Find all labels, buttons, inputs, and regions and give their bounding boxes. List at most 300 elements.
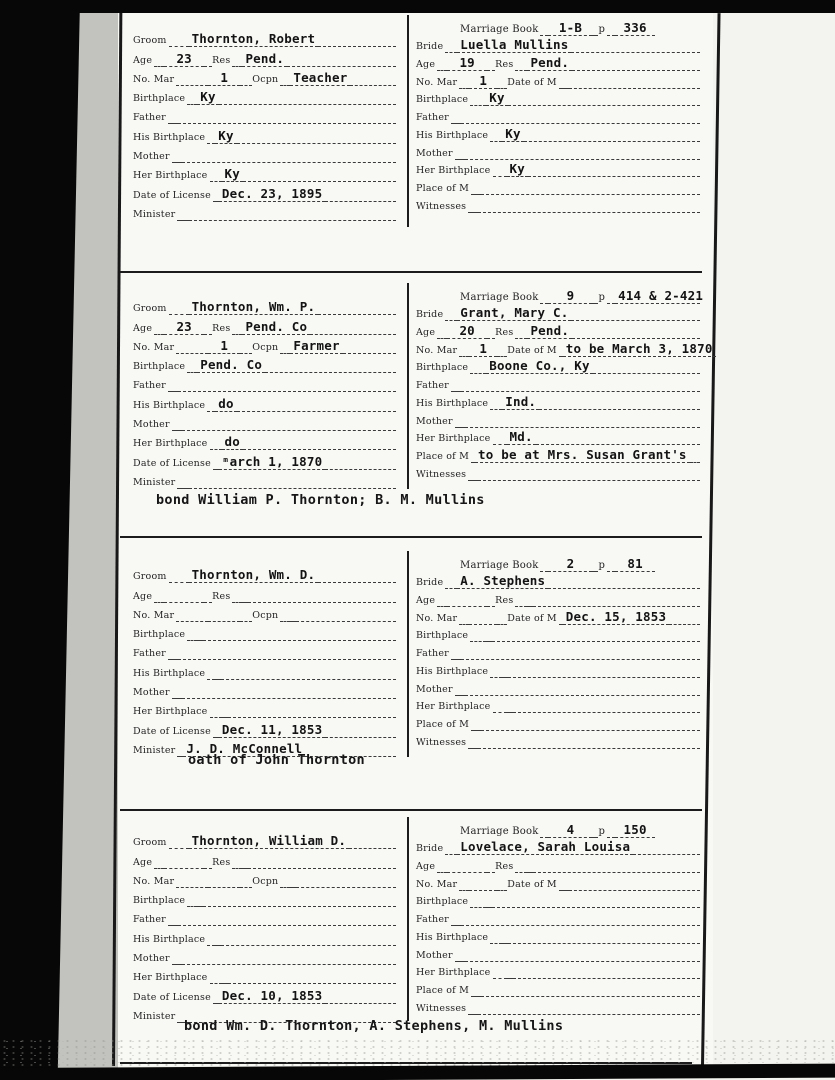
field-row-age bbox=[416, 855, 700, 873]
dotted-leader bbox=[540, 833, 548, 838]
field-label-date_of_m: Date of M bbox=[507, 612, 557, 624]
field-row-no_mar bbox=[133, 869, 396, 888]
field-row-date_of_license bbox=[133, 718, 396, 737]
field-label-father: Father bbox=[133, 914, 166, 926]
field-label-date_of_m: Date of M bbox=[507, 878, 557, 890]
field-row-place_of_m bbox=[416, 713, 700, 731]
dotted-leader bbox=[607, 31, 615, 36]
field-row-mother bbox=[416, 410, 700, 428]
field-row-mother bbox=[133, 680, 396, 699]
dotted-leader bbox=[182, 158, 396, 163]
dotted-leader bbox=[240, 81, 252, 86]
dotted-leader bbox=[461, 655, 700, 660]
field-label-his_birthplace: His Birthplace bbox=[133, 933, 206, 945]
dotted-leader bbox=[470, 369, 486, 374]
field-value-groom-res: Pend. Co bbox=[242, 320, 310, 335]
dotted-leader bbox=[169, 42, 189, 47]
field-row-birthplace bbox=[133, 888, 396, 907]
field-row-his_birthplace bbox=[133, 124, 396, 143]
field-value-bride-name: Grant, Mary C. bbox=[457, 306, 571, 321]
dotted-leader bbox=[493, 974, 507, 979]
field-label-groom: Groom bbox=[133, 571, 167, 583]
dotted-leader bbox=[280, 349, 290, 354]
field-row-bride bbox=[416, 36, 700, 54]
field-label-her_birthplace: Her Birthplace bbox=[416, 701, 491, 713]
field-row-groom bbox=[133, 830, 396, 849]
record-columns bbox=[118, 18, 712, 221]
field-label-res: Res bbox=[495, 861, 514, 873]
field-row-her_birthplace bbox=[416, 428, 700, 446]
field-row-no_mar bbox=[133, 603, 396, 622]
groom-column bbox=[118, 286, 408, 489]
dotted-leader bbox=[540, 31, 548, 36]
dotted-leader bbox=[318, 42, 396, 47]
field-label-groom: Groom bbox=[133, 303, 167, 315]
dotted-leader bbox=[490, 137, 502, 142]
field-label-groom: Groom bbox=[133, 35, 167, 47]
field-label-his_birthplace: His Birthplace bbox=[133, 131, 206, 143]
field-row-groom bbox=[133, 564, 396, 583]
field-row-marriage-book bbox=[416, 820, 700, 838]
dotted-leader bbox=[497, 886, 507, 891]
dotted-leader bbox=[169, 578, 189, 583]
field-value-bride-name: Luella Mullins bbox=[457, 38, 571, 53]
dotted-leader bbox=[182, 960, 396, 965]
field-row-birthplace bbox=[416, 357, 700, 375]
field-value-groom-no_mar bbox=[208, 887, 240, 888]
field-row-minister bbox=[133, 202, 396, 221]
field-row-her_birthplace bbox=[133, 699, 396, 718]
field-value-groom-name: Thornton, William D. bbox=[189, 834, 350, 849]
dotted-leader bbox=[207, 407, 215, 412]
field-row-father bbox=[416, 908, 700, 926]
dotted-leader bbox=[515, 602, 527, 607]
dotted-leader bbox=[219, 100, 396, 105]
dotted-leader bbox=[571, 316, 700, 321]
field-label-age: Age bbox=[416, 59, 436, 71]
field-label-age: Age bbox=[133, 856, 153, 868]
column-divider bbox=[407, 551, 409, 757]
field-row-her_birthplace bbox=[416, 696, 700, 714]
dotted-leader bbox=[189, 216, 396, 221]
field-label-date_of_license: Date of License bbox=[133, 189, 211, 201]
field-row-his_birthplace bbox=[133, 660, 396, 679]
dotted-leader bbox=[189, 484, 396, 489]
field-label-ocpn: Ocpn bbox=[252, 609, 279, 621]
dotted-leader bbox=[593, 369, 700, 374]
field-value-bride-her_birthplace: Ky bbox=[507, 162, 528, 177]
dotted-leader bbox=[569, 84, 700, 89]
field-label-her_birthplace: Her Birthplace bbox=[416, 165, 491, 177]
field-label-date_of_license: Date of License bbox=[133, 457, 211, 469]
field-label-res: Res bbox=[212, 54, 231, 66]
dotted-leader bbox=[437, 868, 447, 873]
dotted-leader bbox=[459, 620, 469, 625]
record-note: bond William P. Thornton; B. M. Mullins bbox=[156, 492, 485, 508]
dotted-leader bbox=[221, 675, 396, 680]
field-row-marriage-book bbox=[416, 286, 704, 304]
dotted-leader bbox=[203, 636, 396, 641]
dotted-leader bbox=[490, 939, 502, 944]
field-row-birthplace bbox=[416, 625, 700, 643]
dotted-leader bbox=[207, 941, 215, 946]
dotted-leader bbox=[280, 81, 290, 86]
field-label-no_mar: No. Mar bbox=[416, 878, 458, 890]
field-row-age bbox=[133, 315, 396, 334]
dotted-leader bbox=[481, 726, 700, 731]
field-label-res: Res bbox=[212, 856, 231, 868]
field-value-groom-age bbox=[164, 868, 204, 869]
field-label-witnesses: Witnesses bbox=[416, 200, 467, 212]
dotted-leader bbox=[478, 1010, 700, 1015]
dotted-leader bbox=[487, 334, 495, 339]
field-label-his_birthplace: His Birthplace bbox=[416, 397, 489, 409]
bride-column bbox=[408, 18, 712, 221]
field-label-no_mar: No. Mar bbox=[416, 76, 458, 88]
dotted-leader bbox=[232, 62, 242, 67]
dotted-leader bbox=[187, 368, 197, 373]
dotted-leader bbox=[508, 673, 700, 678]
field-label-birthplace: Birthplace bbox=[416, 630, 469, 642]
field-value-bride-name: A. Stephens bbox=[457, 574, 548, 589]
field-value-groom-name: Thornton, Wm. P. bbox=[189, 300, 319, 315]
field-row-father bbox=[133, 907, 396, 926]
dotted-leader bbox=[182, 694, 396, 699]
dotted-leader bbox=[669, 620, 700, 625]
field-row-age bbox=[416, 589, 700, 607]
field-label-her_birthplace: Her Birthplace bbox=[133, 438, 208, 450]
field-label-father: Father bbox=[416, 648, 449, 660]
dotted-leader bbox=[176, 617, 208, 622]
dotted-leader bbox=[607, 299, 615, 304]
record-note: bond Wm. D. Thornton, A. Stephens, M. Mullins bbox=[184, 1018, 564, 1034]
field-value-groom-name: Thornton, Wm. D. bbox=[189, 568, 319, 583]
dotted-leader bbox=[492, 637, 700, 642]
dotted-leader bbox=[178, 655, 396, 660]
field-value-book-page: 150 bbox=[615, 823, 655, 838]
field-label-birthplace: Birthplace bbox=[133, 361, 186, 373]
field-value-book-page: 336 bbox=[615, 21, 655, 36]
dotted-leader bbox=[325, 999, 396, 1004]
dotted-leader bbox=[154, 330, 164, 335]
dotted-leader bbox=[487, 66, 495, 71]
field-row-her_birthplace bbox=[133, 965, 396, 984]
field-label-age: Age bbox=[416, 861, 436, 873]
field-value-groom-her_birthplace: Ky bbox=[222, 167, 243, 182]
field-row-her_birthplace bbox=[416, 962, 700, 980]
field-row-father bbox=[416, 106, 700, 124]
field-value-groom-no_mar bbox=[208, 621, 240, 622]
dotted-leader bbox=[528, 172, 700, 177]
dotted-leader bbox=[487, 602, 495, 607]
field-row-place_of_m bbox=[416, 177, 700, 195]
field-label-mother: Mother bbox=[133, 687, 170, 699]
field-label-res: Res bbox=[495, 59, 514, 71]
field-label-his_birthplace: His Birthplace bbox=[416, 665, 489, 677]
field-value-groom-birthplace: Pend. Co bbox=[197, 358, 265, 373]
dotted-leader bbox=[459, 352, 469, 357]
field-row-mother bbox=[416, 944, 700, 962]
dotted-leader bbox=[187, 100, 197, 105]
dotted-leader bbox=[176, 883, 208, 888]
field-label-witnesses: Witnesses bbox=[416, 1002, 467, 1014]
dotted-leader bbox=[533, 868, 700, 873]
field-value-bride-res: Pend. bbox=[527, 56, 572, 71]
field-label-p: p bbox=[598, 291, 606, 303]
record-columns bbox=[118, 286, 712, 489]
dotted-leader bbox=[548, 584, 700, 589]
field-row-birthplace bbox=[133, 354, 396, 373]
dotted-leader bbox=[237, 139, 396, 144]
dotted-leader bbox=[497, 352, 507, 357]
field-row-his_birthplace bbox=[416, 392, 700, 410]
dotted-leader bbox=[513, 974, 701, 979]
dotted-leader bbox=[232, 864, 242, 869]
bride-column bbox=[408, 820, 712, 1023]
dotted-leader bbox=[228, 979, 397, 984]
field-value-groom-birthplace: Ky bbox=[197, 90, 218, 105]
field-value-bride-no_mar: 1 bbox=[469, 74, 497, 89]
dotted-leader bbox=[343, 349, 396, 354]
field-label-mother: Mother bbox=[416, 147, 453, 159]
field-value-groom-date_of_license: Dec. 10, 1853 bbox=[219, 989, 325, 1004]
dotted-leader bbox=[445, 316, 457, 321]
field-label-res: Res bbox=[212, 590, 231, 602]
field-row-mother bbox=[416, 142, 700, 160]
field-value-groom-ocpn: Farmer bbox=[290, 339, 342, 354]
field-row-father bbox=[416, 642, 700, 660]
dotted-leader bbox=[607, 567, 615, 572]
field-row-no_mar bbox=[416, 873, 700, 891]
field-label-minister: Minister bbox=[133, 476, 176, 488]
field-label-place_of_m: Place of M bbox=[416, 182, 470, 194]
dotted-leader bbox=[232, 598, 242, 603]
field-row-her_birthplace bbox=[416, 160, 700, 178]
dotted-leader bbox=[478, 208, 700, 213]
field-label-mother: Mother bbox=[416, 949, 453, 961]
field-row-his_birthplace bbox=[416, 926, 700, 944]
field-label-age: Age bbox=[133, 322, 153, 334]
dotted-leader bbox=[497, 620, 507, 625]
field-row-his_birthplace bbox=[133, 392, 396, 411]
field-label-birthplace: Birthplace bbox=[416, 896, 469, 908]
groom-column bbox=[118, 554, 408, 757]
field-label-her_birthplace: Her Birthplace bbox=[133, 706, 208, 718]
field-value-bride-res: Pend. bbox=[527, 324, 572, 339]
field-label-age: Age bbox=[133, 590, 153, 602]
field-row-witnesses bbox=[416, 463, 700, 481]
field-value-bride-age bbox=[447, 606, 487, 607]
field-label-mother: Mother bbox=[416, 683, 453, 695]
field-label-no_mar: No. Mar bbox=[133, 341, 175, 353]
field-label-res: Res bbox=[495, 327, 514, 339]
field-label-mother: Mother bbox=[133, 151, 170, 163]
dotted-leader bbox=[169, 844, 189, 849]
field-label-p: p bbox=[598, 23, 606, 35]
field-row-groom bbox=[133, 28, 396, 47]
field-value-groom-age bbox=[164, 602, 204, 603]
record-columns bbox=[118, 820, 712, 1023]
field-label-witnesses: Witnesses bbox=[416, 736, 467, 748]
dotted-leader bbox=[481, 992, 700, 997]
field-row-age bbox=[133, 849, 396, 868]
field-row-date_of_license bbox=[133, 450, 396, 469]
column-divider bbox=[407, 817, 409, 1021]
field-value-groom-ocpn: Teacher bbox=[290, 71, 350, 86]
dotted-leader bbox=[465, 957, 700, 962]
dotted-leader bbox=[465, 691, 700, 696]
dotted-leader bbox=[318, 578, 396, 583]
field-row-witnesses bbox=[416, 997, 700, 1015]
field-row-her_birthplace bbox=[133, 163, 396, 182]
field-label-bride: Bride bbox=[416, 577, 444, 589]
field-value-groom-her_birthplace: do bbox=[222, 435, 243, 450]
dotted-leader bbox=[437, 334, 447, 339]
field-row-marriage-book bbox=[416, 18, 700, 36]
field-row-father bbox=[416, 374, 700, 392]
field-value-bride-place_of_m: to be at Mrs. Susan Grant's bbox=[475, 448, 690, 463]
field-label-birthplace: Birthplace bbox=[416, 94, 469, 106]
dotted-leader bbox=[508, 939, 700, 944]
field-row-date_of_license bbox=[133, 984, 396, 1003]
field-value-bride-date_of_m: Dec. 15, 1853 bbox=[563, 610, 669, 625]
field-row-no_mar bbox=[133, 335, 396, 354]
field-row-age bbox=[416, 321, 700, 339]
field-value-groom-his_birthplace: Ky bbox=[215, 129, 236, 144]
field-label-age: Age bbox=[133, 54, 153, 66]
dotted-leader bbox=[539, 405, 700, 410]
field-label-date_of_license: Date of License bbox=[133, 725, 211, 737]
field-label-date_of_license: Date of License bbox=[133, 991, 211, 1003]
field-row-his_birthplace bbox=[133, 926, 396, 945]
field-label-ocpn: Ocpn bbox=[252, 73, 279, 85]
field-value-bride-his_birthplace: Ky bbox=[502, 127, 523, 142]
dotted-leader bbox=[515, 334, 527, 339]
dotted-leader bbox=[478, 744, 700, 749]
bride-column bbox=[408, 286, 712, 489]
field-label-no_mar: No. Mar bbox=[416, 612, 458, 624]
field-row-father bbox=[133, 641, 396, 660]
dotted-leader bbox=[169, 310, 189, 315]
dotted-leader bbox=[437, 66, 447, 71]
field-row-birthplace bbox=[133, 622, 396, 641]
field-row-witnesses bbox=[416, 195, 700, 213]
field-row-place_of_m bbox=[416, 979, 700, 997]
field-label-res: Res bbox=[212, 322, 231, 334]
field-label-birthplace: Birthplace bbox=[416, 362, 469, 374]
field-label-no_mar: No. Mar bbox=[133, 73, 175, 85]
field-label-minister: Minister bbox=[133, 1010, 176, 1022]
field-row-age bbox=[133, 583, 396, 602]
field-label-her_birthplace: Her Birthplace bbox=[416, 433, 491, 445]
dotted-leader bbox=[287, 62, 396, 67]
dotted-leader bbox=[207, 675, 215, 680]
dotted-leader bbox=[497, 84, 507, 89]
dotted-leader bbox=[607, 833, 615, 838]
record-columns bbox=[118, 554, 712, 757]
field-row-marriage-book bbox=[416, 554, 700, 572]
dotted-leader bbox=[569, 886, 700, 891]
dotted-leader bbox=[461, 387, 700, 392]
dotted-leader bbox=[481, 190, 700, 195]
dotted-leader bbox=[203, 902, 396, 907]
field-row-date_of_license bbox=[133, 182, 396, 201]
field-label-birthplace: Birthplace bbox=[133, 93, 186, 105]
field-label-res: Res bbox=[495, 595, 514, 607]
field-label-marriage_book: Marriage Book bbox=[460, 23, 539, 35]
dotted-leader bbox=[470, 637, 486, 642]
field-label-his_birthplace: His Birthplace bbox=[133, 399, 206, 411]
field-label-ocpn: Ocpn bbox=[252, 875, 279, 887]
field-value-groom-no_mar: 1 bbox=[208, 339, 240, 354]
field-label-mother: Mother bbox=[133, 419, 170, 431]
field-value-bride-name: Lovelace, Sarah Louisa bbox=[457, 840, 633, 855]
record-separator-2 bbox=[120, 536, 702, 538]
dotted-leader bbox=[243, 177, 396, 182]
field-label-groom: Groom bbox=[133, 837, 167, 849]
field-label-p: p bbox=[598, 559, 606, 571]
dotted-leader bbox=[470, 101, 486, 106]
field-row-birthplace bbox=[416, 89, 700, 107]
dotted-leader bbox=[204, 62, 212, 67]
dotted-leader bbox=[690, 458, 700, 463]
field-value-groom-age: 23 bbox=[164, 320, 204, 335]
marriage-record-card bbox=[118, 18, 712, 221]
record-separator-1 bbox=[120, 271, 702, 273]
field-value-bride-birthplace: Ky bbox=[486, 91, 507, 106]
dotted-leader bbox=[533, 602, 700, 607]
field-value-bride-no_mar: 1 bbox=[469, 342, 497, 357]
dotted-leader bbox=[493, 440, 507, 445]
dotted-leader bbox=[459, 886, 469, 891]
dotted-leader bbox=[515, 66, 527, 71]
dotted-leader bbox=[572, 66, 700, 71]
field-row-age bbox=[416, 53, 700, 71]
bride-column bbox=[408, 554, 712, 757]
dotted-leader bbox=[154, 62, 164, 67]
field-value-groom-minister: J. D. McConnell bbox=[183, 742, 305, 757]
dotted-leader bbox=[318, 310, 396, 315]
field-row-birthplace bbox=[416, 891, 700, 909]
field-value-bride-no_mar bbox=[469, 890, 497, 891]
field-label-place_of_m: Place of M bbox=[416, 984, 470, 996]
marriage-record-card bbox=[118, 820, 712, 1034]
field-row-mother bbox=[133, 412, 396, 431]
dotted-leader bbox=[240, 617, 252, 622]
dotted-leader bbox=[633, 850, 700, 855]
dotted-leader bbox=[248, 864, 396, 869]
dotted-leader bbox=[296, 617, 396, 622]
field-label-ocpn: Ocpn bbox=[252, 341, 279, 353]
field-value-bride-no_mar bbox=[469, 624, 497, 625]
dotted-leader bbox=[280, 883, 290, 888]
field-value-groom-date_of_license: ᵐarch 1, 1870 bbox=[219, 455, 325, 470]
field-value-groom-name: Thornton, Robert bbox=[189, 32, 319, 47]
dotted-leader bbox=[243, 445, 396, 450]
field-row-witnesses bbox=[416, 731, 700, 749]
field-row-father bbox=[133, 373, 396, 392]
dotted-leader bbox=[176, 81, 208, 86]
dotted-leader bbox=[571, 48, 700, 53]
field-label-father: Father bbox=[133, 112, 166, 124]
field-label-p: p bbox=[598, 825, 606, 837]
field-row-place_of_m bbox=[416, 445, 700, 463]
field-row-mother bbox=[133, 946, 396, 965]
field-row-age bbox=[133, 47, 396, 66]
dotted-leader bbox=[204, 330, 212, 335]
field-label-marriage_book: Marriage Book bbox=[460, 559, 539, 571]
field-label-bride: Bride bbox=[416, 41, 444, 53]
